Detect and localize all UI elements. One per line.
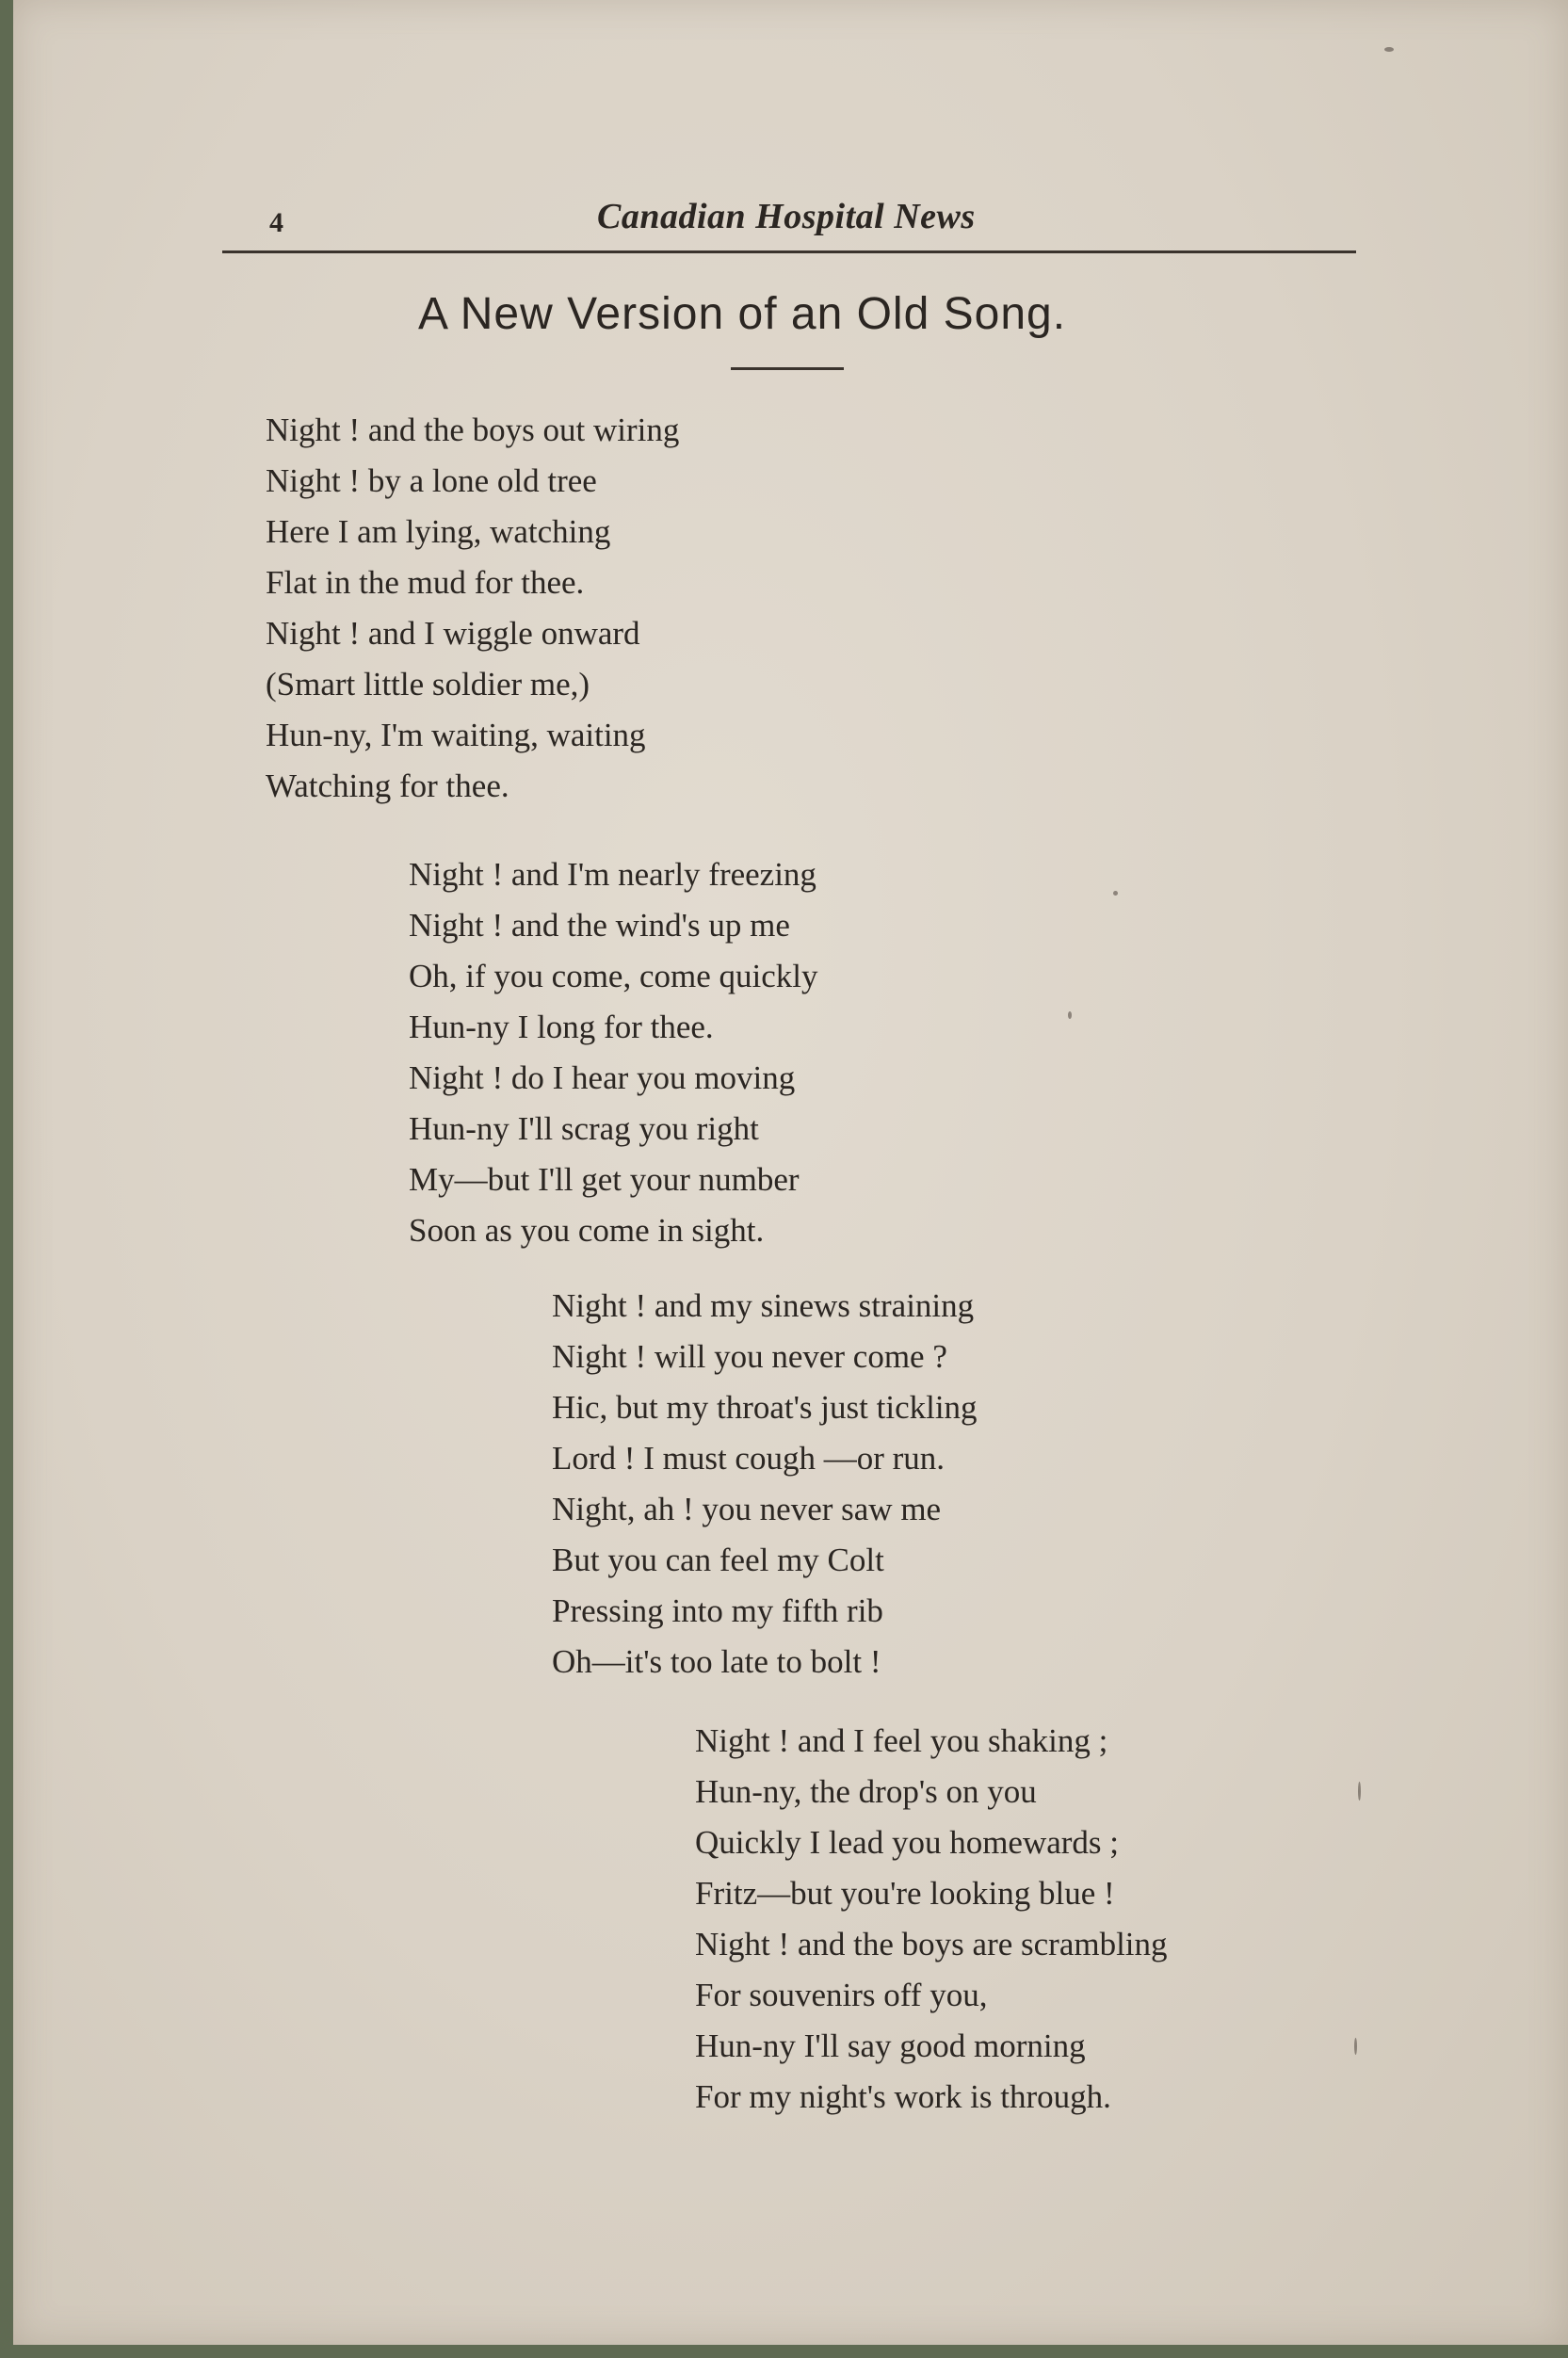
stanza-3	[552, 1281, 978, 1688]
header-rule	[222, 250, 1356, 253]
poem-line: Soon as you come in sight.	[409, 1212, 765, 1249]
poem-line: For my night's work is through.	[695, 2078, 1111, 2115]
paper-speck	[1068, 1011, 1072, 1019]
paper-speck	[1354, 2038, 1357, 2055]
poem-line: For souvenirs off you,	[695, 1977, 988, 2013]
paper-speck	[1384, 47, 1394, 52]
poem-line: Watching for thee.	[266, 767, 509, 804]
poem-line: Night ! and my sinews straining	[552, 1287, 975, 1324]
poem-line: Night ! do I hear you moving	[409, 1059, 796, 1096]
poem-line: Night ! and I wiggle onward	[266, 615, 640, 652]
poem-line: Hun-ny I long for thee.	[409, 1009, 714, 1045]
poem-title: A New Version of an Old Song.	[418, 289, 1067, 339]
poem-line: Hun-ny I'll scrag you right	[409, 1110, 759, 1147]
paper-speck	[1113, 891, 1118, 896]
poem-line: Hun-ny, the drop's on you	[695, 1773, 1037, 1810]
poem-line: Night ! and the wind's up me	[409, 907, 790, 944]
page-number: 4	[269, 207, 283, 238]
poem-line: Here I am lying, watching	[266, 513, 611, 550]
stanza-2	[409, 849, 817, 1256]
stanza-4	[695, 1716, 1168, 2123]
stanza-1	[266, 405, 679, 812]
poem-line: Oh—it's too late to bolt !	[552, 1643, 881, 1680]
title-divider	[731, 367, 844, 370]
poem-line: Oh, if you come, come quickly	[409, 958, 818, 994]
poem-line: My—but I'll get your number	[409, 1161, 800, 1198]
poem-line: But you can feel my Colt	[552, 1542, 884, 1578]
poem-line: Fritz—but you're looking blue !	[695, 1875, 1115, 1912]
running-head: Canadian Hospital News	[597, 197, 976, 236]
poem-line: Night ! and I'm nearly freezing	[409, 856, 816, 893]
magazine-page	[13, 0, 1568, 2345]
poem-line: Night ! will you never come ?	[552, 1338, 947, 1375]
poem-line: Night ! and the boys are scrambling	[695, 1926, 1168, 1962]
poem-line: Night ! by a lone old tree	[266, 462, 597, 499]
paper-speck	[1358, 1782, 1361, 1801]
poem-line: Night, ah ! you never saw me	[552, 1491, 942, 1527]
poem-line: (Smart little soldier me,)	[266, 666, 590, 703]
poem-line: Hun-ny, I'm waiting, waiting	[266, 717, 646, 753]
poem-line: Quickly I lead you homewards ;	[695, 1824, 1120, 1861]
poem-line: Night ! and the boys out wiring	[266, 412, 680, 448]
poem-line: Lord ! I must cough —or run.	[552, 1440, 946, 1477]
poem-line: Night ! and I feel you shaking ;	[695, 1722, 1108, 1759]
poem-line: Flat in the mud for thee.	[266, 564, 585, 601]
poem-line: Pressing into my fifth rib	[552, 1592, 883, 1629]
poem-line: Hic, but my throat's just tickling	[552, 1389, 978, 1426]
poem-line: Hun-ny I'll say good morning	[695, 2027, 1086, 2064]
